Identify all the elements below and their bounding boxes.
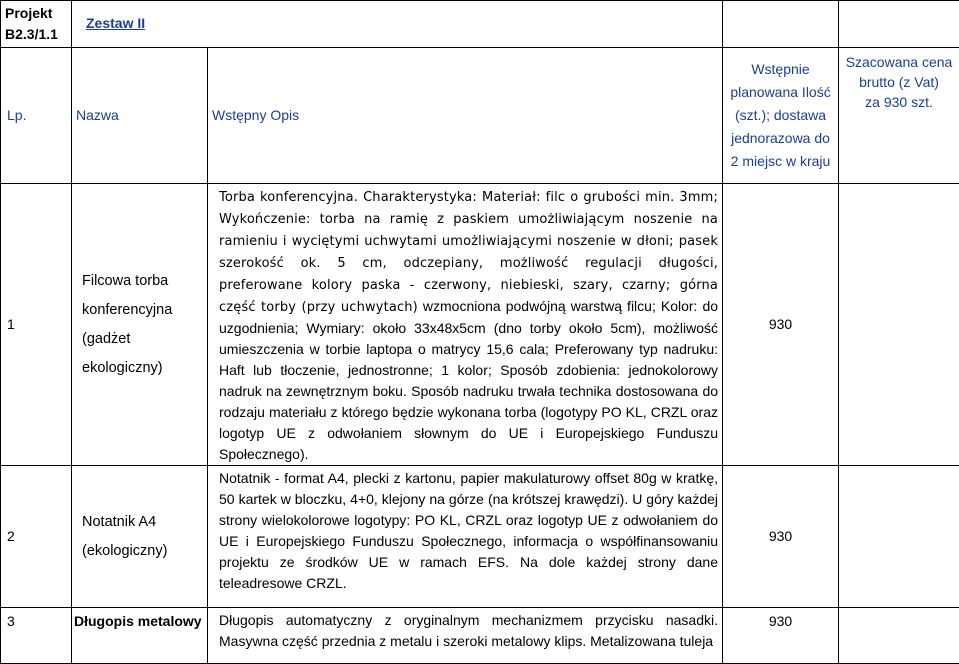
header-lp: Lp. bbox=[7, 107, 26, 123]
row-description-part: wzmocniona podwójną warstwą filcu; Kolor: do uzgodnienia; Wymiary: około 33x48x5cm (dno torby około 5cm), możliwość umieszczenia w torbie laptopa o matrycy 15,6 cala; Preferowany typ nadruku: Haft lub tłoczenie, jednostronne; 1 kolor; Sposób zdobienia: jednokolorowy nadruk na zewnętrznym boku. bbox=[219, 298, 718, 399]
empty-cell[interactable] bbox=[723, 1, 839, 48]
row-price-cell[interactable] bbox=[839, 466, 959, 608]
header-description-cell[interactable] bbox=[208, 48, 723, 184]
set-title: Zestaw II bbox=[86, 15, 145, 31]
row-description-part: Sposób nadruku trwała technika dostosowana do rodzaju materiału z którego będzie wykonana torba (logotypy PO KL, CRZL oraz logotyp UE z odwołaniem słownym do UE i Europejskiego Funduszu Społecznego). bbox=[219, 383, 718, 462]
empty-cell[interactable] bbox=[839, 1, 959, 48]
header-quantity-line: planowana Ilość bbox=[723, 81, 838, 104]
header-name-cell[interactable] bbox=[72, 48, 208, 184]
row-name-cell[interactable] bbox=[72, 466, 208, 608]
row-name-cell[interactable] bbox=[72, 608, 208, 664]
row-description-part: Torba konferencyjna. Charakterystyka: Materiał: filc o grubości min. 3mm; Wykończenie: torba na ramię z paskiem umożliwiającym noszenie na ramieniu i wyciętymi uchwytami umożliwiającymi noszenie w dłoni; pasek szerokość ok. 5 cm, odczepiany, możliwość regulacji długości, preferowane kolory paska - czerwony, niebieski, szary, czarny; górna część torby (przy uchwytach) bbox=[219, 190, 718, 315]
header-lp-cell[interactable] bbox=[1, 48, 72, 184]
row-quantity-cell[interactable] bbox=[723, 608, 839, 664]
row-description-part: Notatnik - format A4, plecki z kartonu, papier makulaturowy offset 80g w kratkę, 50 kartek w bloczku, 4+0, klejony na górze (na krótszej krawędzi). U góry każdej strony wielokolorowe logotypy: PO KL, CRZL oraz logotyp UE z odwołaniem do UE i Europejskiego Funduszu Społecznego, informacja o współfinansowaniu projektu ze środków UE w ramach EFS. Na dole każdej strony dane teleadresowe CRZL. bbox=[219, 470, 718, 591]
row-lp: 3 bbox=[7, 613, 15, 629]
row-quantity: 930 bbox=[769, 316, 792, 332]
row-price-cell[interactable] bbox=[839, 608, 959, 664]
row-name: Długopis metalowy bbox=[74, 613, 202, 629]
row-quantity-cell[interactable] bbox=[723, 184, 839, 466]
row-quantity: 930 bbox=[769, 613, 792, 629]
table-row bbox=[1, 466, 959, 608]
project-cell[interactable] bbox=[1, 1, 72, 48]
row-quantity-cell[interactable] bbox=[723, 466, 839, 608]
header-quantity-line: (szt.); dostawa bbox=[723, 104, 838, 127]
row-name-line: konferencyjna bbox=[82, 296, 203, 325]
table-row bbox=[1, 608, 959, 664]
set-title-cell[interactable] bbox=[72, 1, 723, 48]
header-price-line: brutto (z Vat) bbox=[839, 72, 959, 92]
header-name: Nazwa bbox=[76, 107, 119, 123]
row-description-cell[interactable] bbox=[208, 608, 723, 664]
row-description-part: Długopis automatyczny z oryginalnym mechanizmem przycisku nasadki. Masywna część przednia z metalu i szeroki metalowy klips. Metalizowana tuleja bbox=[219, 612, 718, 649]
row-name-line: (gadżet ekologiczny) bbox=[82, 325, 203, 383]
project-label: Projekt bbox=[5, 3, 67, 24]
header-price-line: za 930 szt. bbox=[839, 92, 959, 112]
row-description-cell[interactable] bbox=[208, 466, 723, 608]
row-lp: 2 bbox=[7, 528, 15, 544]
project-row bbox=[1, 1, 959, 48]
header-price-cell[interactable] bbox=[839, 48, 959, 184]
row-description-cell[interactable] bbox=[208, 184, 723, 466]
row-lp-cell[interactable] bbox=[1, 466, 72, 608]
row-name-line: Filcowa torba bbox=[82, 267, 203, 296]
row-price-cell[interactable] bbox=[839, 184, 959, 466]
header-quantity-cell[interactable] bbox=[723, 48, 839, 184]
header-price-line: Szacowana cena bbox=[839, 52, 959, 72]
row-name-line: (ekologiczny) bbox=[82, 537, 203, 566]
header-description: Wstępny Opis bbox=[212, 107, 299, 123]
header-quantity-line: Wstępnie bbox=[723, 58, 838, 81]
table-row bbox=[1, 184, 959, 466]
row-name-line: Notatnik A4 bbox=[82, 508, 203, 537]
row-lp: 1 bbox=[7, 316, 15, 332]
header-quantity-line: 2 miejsc w kraju bbox=[723, 150, 838, 173]
header-quantity-line: jednorazowa do bbox=[723, 127, 838, 150]
project-code: B2.3/1.1 bbox=[5, 24, 67, 45]
row-lp-cell[interactable] bbox=[1, 184, 72, 466]
header-row bbox=[1, 48, 959, 184]
row-name-cell[interactable] bbox=[72, 184, 208, 466]
row-lp-cell[interactable] bbox=[1, 608, 72, 664]
row-quantity: 930 bbox=[769, 528, 792, 544]
